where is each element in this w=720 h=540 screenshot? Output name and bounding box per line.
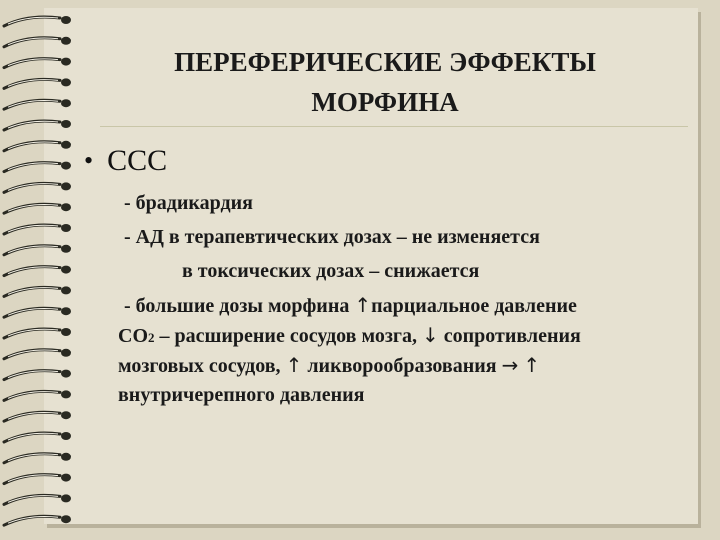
right-arrow-icon: → — [501, 353, 519, 377]
binding-ring — [4, 432, 71, 442]
binding-ring — [4, 474, 71, 484]
text-line-bp-therapeutic: - АД в терапевтических дозах – не изменяется — [124, 226, 540, 248]
text-line-large-doses — [124, 290, 577, 321]
binding-ring — [4, 37, 71, 47]
binding-ring — [4, 453, 71, 463]
binding-ring — [4, 16, 71, 26]
bullet-label: ССС — [107, 144, 168, 177]
binding-ring — [4, 99, 71, 109]
text-segment: - большие дозы морфина — [124, 295, 355, 317]
binding-ring — [4, 182, 71, 192]
binding-ring — [4, 120, 71, 130]
binding-ring — [4, 245, 71, 255]
text-segment: – расширение сосудов мозга, — [154, 325, 422, 347]
down-arrow-icon: ↓ — [421, 323, 439, 347]
binding-ring — [4, 286, 71, 296]
spiral-binding-icon — [0, 0, 90, 540]
binding-ring — [4, 266, 71, 276]
binding-ring — [4, 370, 71, 380]
up-arrow-icon: ↑ — [285, 353, 303, 377]
text-segment: парциальное давление — [371, 295, 577, 317]
binding-ring — [4, 390, 71, 400]
title-line-2: МОРФИНА — [311, 87, 459, 117]
text-line-intracranial: внутричерепного давления — [118, 384, 365, 406]
binding-ring — [4, 515, 71, 525]
page-title — [105, 42, 665, 122]
up-arrow-icon: ↑ — [523, 353, 541, 377]
bullet-item — [84, 142, 167, 180]
text-line-bradycardia: - брадикардия — [124, 192, 253, 214]
binding-ring — [4, 494, 71, 504]
binding-ring — [4, 307, 71, 317]
up-arrow-icon: ↑ — [354, 293, 372, 317]
text-segment: мозговых сосудов, — [118, 355, 286, 377]
binding-ring — [4, 349, 71, 359]
text-segment: сопротивления — [438, 325, 581, 347]
text-line-co2 — [118, 320, 581, 353]
subscript: 2 — [148, 330, 155, 345]
binding-ring — [4, 224, 71, 234]
binding-ring — [4, 78, 71, 88]
binding-ring — [4, 203, 71, 213]
text-line-bp-toxic: в токсических дозах – снижается — [182, 260, 480, 282]
binding-ring — [4, 141, 71, 151]
title-line-1: ПЕРЕФЕРИЧЕСКИЕ ЭФФЕКТЫ — [174, 47, 596, 77]
title-divider — [100, 126, 688, 127]
binding-ring — [4, 58, 71, 68]
bullet-dot: • — [84, 146, 94, 175]
binding-ring — [4, 162, 71, 172]
text-segment: СО — [118, 325, 148, 347]
text-segment: ликворообразования — [302, 355, 502, 377]
binding-ring — [4, 328, 71, 338]
text-line-cerebral-vessels — [118, 350, 540, 381]
binding-ring — [4, 411, 71, 421]
